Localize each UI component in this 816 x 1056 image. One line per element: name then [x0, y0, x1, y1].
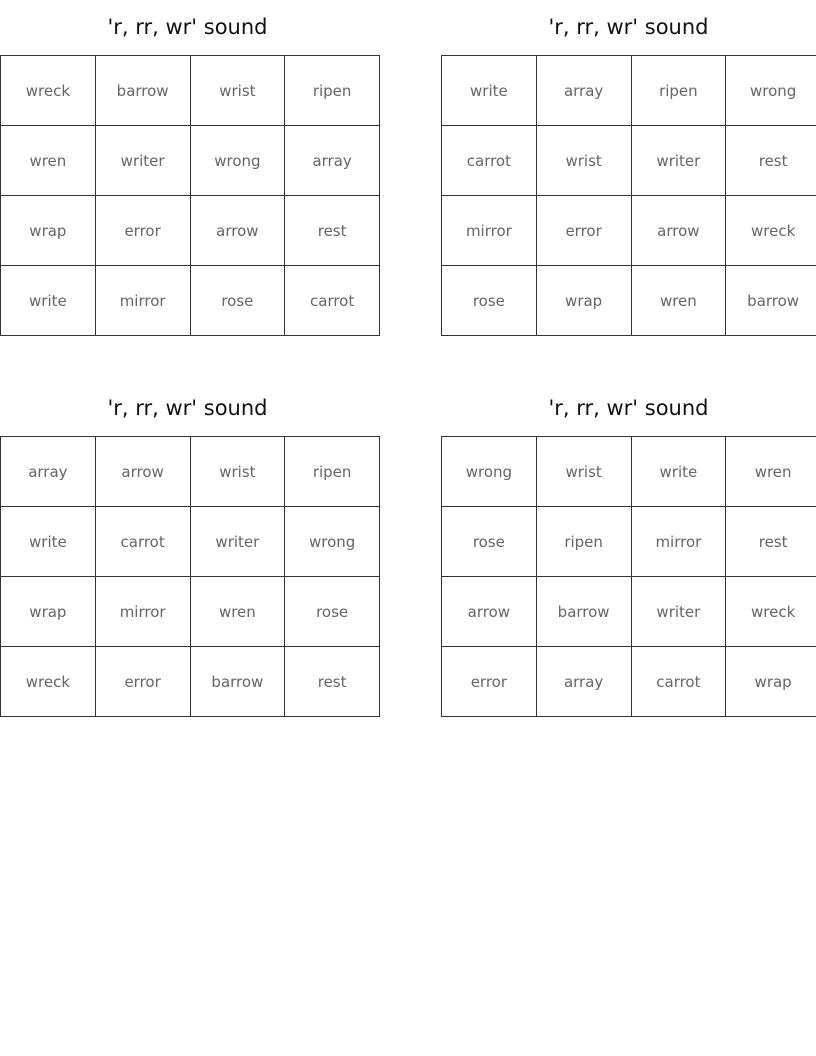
card-title: 'r, rr, wr' sound — [107, 396, 268, 420]
grid-cell: wrong — [442, 437, 537, 507]
grid-cell: error — [536, 196, 631, 266]
table-row — [1, 647, 380, 717]
grid-cell: arrow — [631, 196, 726, 266]
table-row — [1, 196, 380, 266]
grid-cell: writer — [190, 507, 285, 577]
grid-cell: wreck — [1, 56, 96, 126]
table-row — [1, 577, 380, 647]
grid-cell: wrap — [1, 196, 96, 266]
grid-cell: barrow — [95, 56, 190, 126]
table-row — [1, 56, 380, 126]
grid-cell: wren — [726, 437, 816, 507]
grid-cell: wreck — [726, 196, 816, 266]
card-title: 'r, rr, wr' sound — [107, 15, 268, 39]
table-row — [1, 437, 380, 507]
grid-cell: wrist — [190, 437, 285, 507]
grid-cell: arrow — [190, 196, 285, 266]
grid-cell: ripen — [536, 507, 631, 577]
bingo-grid — [441, 55, 816, 336]
table-row — [442, 577, 816, 647]
grid-cell: mirror — [631, 507, 726, 577]
grid-cell: write — [1, 507, 96, 577]
grid-cell: wren — [1, 126, 96, 196]
table-row — [1, 507, 380, 577]
grid-cell: rose — [285, 577, 380, 647]
grid-cell: carrot — [95, 507, 190, 577]
grid-cell: wrong — [285, 507, 380, 577]
table-row — [442, 437, 816, 507]
table-row — [442, 647, 816, 717]
grid-cell: carrot — [285, 266, 380, 336]
table-row — [442, 56, 816, 126]
grid-cell: error — [95, 196, 190, 266]
grid-cell: wreck — [726, 577, 816, 647]
bingo-card-4 — [441, 381, 816, 717]
grid-cell: ripen — [631, 56, 726, 126]
grid-cell: array — [1, 437, 96, 507]
grid-cell: carrot — [631, 647, 726, 717]
grid-cell: wrap — [536, 266, 631, 336]
grid-cell: barrow — [190, 647, 285, 717]
table-row — [442, 196, 816, 266]
grid-cell: barrow — [536, 577, 631, 647]
grid-cell: wrap — [1, 577, 96, 647]
grid-cell: wrist — [536, 437, 631, 507]
bingo-grid — [0, 436, 380, 717]
grid-cell: writer — [95, 126, 190, 196]
grid-cell: rose — [442, 266, 537, 336]
grid-cell: rest — [726, 507, 816, 577]
grid-cell: mirror — [95, 577, 190, 647]
card-title: 'r, rr, wr' sound — [548, 396, 709, 420]
grid-cell: mirror — [442, 196, 537, 266]
grid-cell: rose — [190, 266, 285, 336]
grid-cell: carrot — [442, 126, 537, 196]
grid-cell: array — [536, 56, 631, 126]
grid-cell: array — [285, 126, 380, 196]
grid-cell: ripen — [285, 56, 380, 126]
grid-cell: write — [631, 437, 726, 507]
table-row — [442, 507, 816, 577]
grid-cell: wrist — [190, 56, 285, 126]
grid-cell: error — [95, 647, 190, 717]
grid-cell: rest — [285, 647, 380, 717]
grid-cell: rest — [726, 126, 816, 196]
grid-cell: error — [442, 647, 537, 717]
grid-cell: wreck — [1, 647, 96, 717]
bingo-card-3 — [0, 381, 375, 717]
grid-cell: write — [1, 266, 96, 336]
grid-cell: writer — [631, 126, 726, 196]
grid-cell: rest — [285, 196, 380, 266]
grid-cell: wren — [631, 266, 726, 336]
grid-cell: writer — [631, 577, 726, 647]
bingo-grid — [441, 436, 816, 717]
grid-cell: wren — [190, 577, 285, 647]
grid-cell: wrong — [726, 56, 816, 126]
table-row — [442, 266, 816, 336]
grid-cell: rose — [442, 507, 537, 577]
grid-cell: ripen — [285, 437, 380, 507]
grid-cell: wrong — [190, 126, 285, 196]
grid-cell: array — [536, 647, 631, 717]
bingo-card-2 — [441, 0, 816, 336]
table-row — [1, 126, 380, 196]
bingo-card-1 — [0, 0, 375, 336]
grid-cell: arrow — [95, 437, 190, 507]
grid-cell: arrow — [442, 577, 537, 647]
grid-cell: write — [442, 56, 537, 126]
table-row — [442, 126, 816, 196]
grid-cell: barrow — [726, 266, 816, 336]
grid-cell: wrist — [536, 126, 631, 196]
grid-cell: wrap — [726, 647, 816, 717]
table-row — [1, 266, 380, 336]
bingo-grid — [0, 55, 380, 336]
grid-cell: mirror — [95, 266, 190, 336]
card-title: 'r, rr, wr' sound — [548, 15, 709, 39]
